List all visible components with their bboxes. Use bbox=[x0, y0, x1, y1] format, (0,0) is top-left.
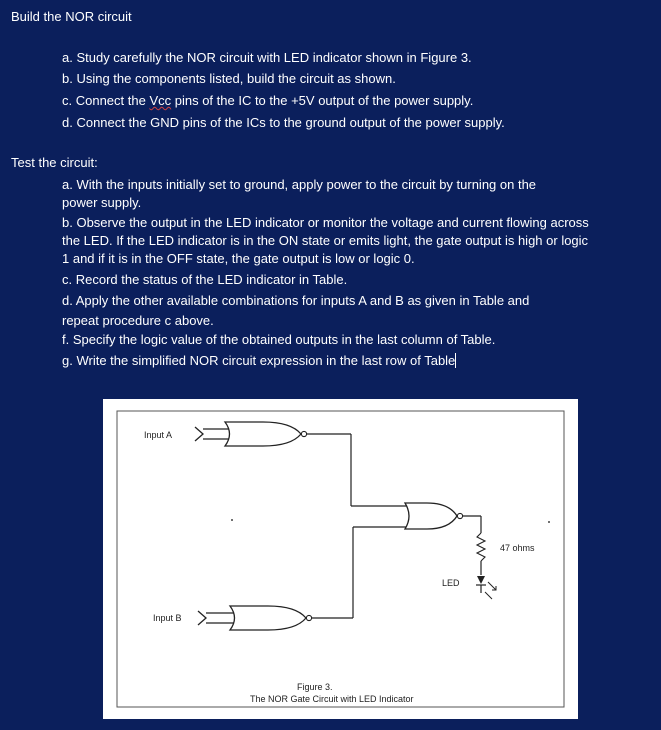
nor-gate-a bbox=[225, 422, 301, 446]
test-step-b-line1: b. Observe the output in the LED indicator or monitor the voltage and current flowing across bbox=[62, 215, 589, 230]
test-step-a-line1: a. With the inputs initially set to ground, apply power to the circuit by turning on the bbox=[62, 177, 537, 192]
test-step-g-text: g. Write the simplified NOR circuit expression in the last row of Table bbox=[62, 353, 456, 368]
build-heading: Build the NOR circuit bbox=[11, 9, 132, 24]
test-step-g bbox=[62, 353, 456, 368]
build-step-c-pre: c. Connect the bbox=[62, 93, 150, 108]
led-diode-icon bbox=[477, 576, 485, 584]
nor-gate-b-bubble bbox=[306, 615, 311, 620]
build-step-c bbox=[62, 93, 473, 108]
vcc-term: Vcc bbox=[149, 93, 172, 108]
led-light-arrow2-icon bbox=[485, 592, 492, 599]
input-a-label: Input A bbox=[144, 430, 173, 440]
led-light-arrow-icon bbox=[488, 582, 496, 590]
nor-gate-c bbox=[405, 503, 457, 529]
test-step-d-line2: repeat procedure c above. bbox=[62, 313, 214, 328]
scan-dot bbox=[548, 521, 550, 523]
resistor-label: 47 ohms bbox=[500, 543, 535, 553]
input-b-label: Input B bbox=[153, 613, 182, 623]
nor-gate-a-bubble bbox=[301, 431, 306, 436]
scan-dot bbox=[231, 519, 233, 521]
test-step-a-line2: power supply. bbox=[62, 195, 142, 210]
build-step-a: a. Study carefully the NOR circuit with LED indicator shown in Figure 3. bbox=[62, 50, 472, 65]
test-step-f: f. Specify the logic value of the obtained outputs in the last column of Table. bbox=[62, 332, 496, 347]
test-step-b-line3: 1 and if it is in the OFF state, the gate output is low or logic 0. bbox=[62, 251, 415, 266]
resistor-symbol bbox=[477, 533, 485, 561]
nor-gate-b bbox=[230, 606, 306, 630]
test-step-b-line2: the LED. If the LED indicator is in the ON state or emits light, the gate output is high or logic bbox=[62, 233, 589, 248]
input-a-arrow-icon bbox=[195, 427, 203, 441]
test-step-d-line1: d. Apply the other available combinations for inputs A and B as given in Table and bbox=[62, 293, 530, 308]
nor-gate-c-bubble bbox=[457, 513, 462, 518]
build-step-b: b. Using the components listed, build the circuit as shown. bbox=[62, 71, 396, 86]
circuit-diagram bbox=[103, 399, 578, 719]
build-step-d: d. Connect the GND pins of the ICs to the ground output of the power supply. bbox=[62, 115, 505, 130]
test-heading: Test the circuit: bbox=[11, 155, 98, 170]
input-b-arrow-icon bbox=[198, 611, 206, 625]
led-label: LED bbox=[442, 578, 460, 588]
figure-border bbox=[117, 411, 564, 707]
test-step-c: c. Record the status of the LED indicator in Table. bbox=[62, 272, 348, 287]
figure-caption-title: The NOR Gate Circuit with LED Indicator bbox=[250, 694, 414, 704]
build-step-c-post: pins of the IC to the +5V output of the power supply. bbox=[171, 93, 474, 108]
text-cursor bbox=[455, 353, 456, 368]
figure-caption-number: Figure 3. bbox=[297, 682, 333, 692]
figure-3-nor-circuit bbox=[103, 399, 578, 719]
